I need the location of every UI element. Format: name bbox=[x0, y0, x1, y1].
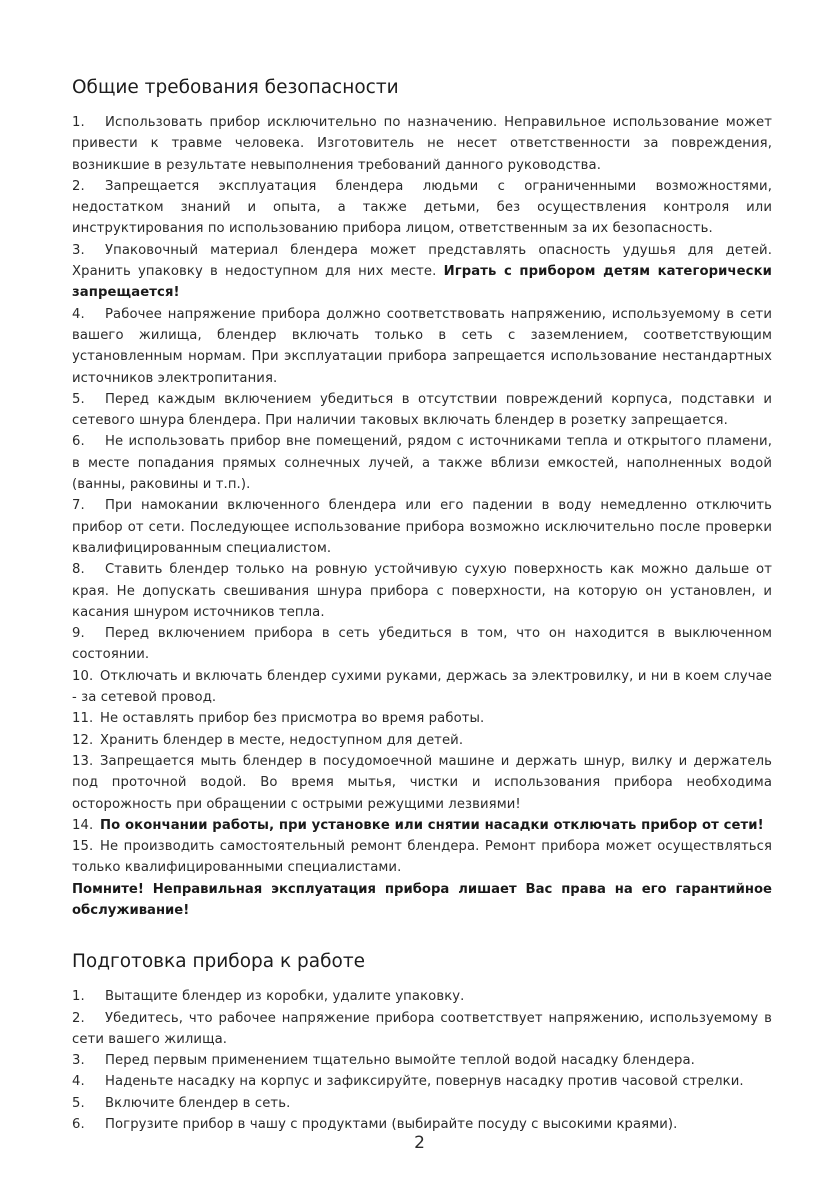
safety-item bbox=[72, 495, 772, 559]
item-number: 3. bbox=[72, 242, 85, 258]
safety-list bbox=[72, 112, 772, 879]
item-number: 11. bbox=[72, 711, 94, 727]
item-text: Убедитесь, что рабочее напряжение прибора соответствует напряжению, используемому в сети вашего жилища. bbox=[72, 1010, 772, 1047]
item-text: Отключать и включать блендер сухими руками, держась за электровилку, и ни в коем случае - за сетевой провод. bbox=[72, 668, 772, 706]
preparation-item bbox=[72, 1093, 772, 1114]
item-number: 6. bbox=[72, 434, 85, 450]
item-emphasis: По окончании работы, при установке или снятии насадки отключать прибор от сети! bbox=[100, 817, 764, 833]
page-number: 2 bbox=[414, 1133, 425, 1153]
safety-item bbox=[72, 666, 772, 709]
preparation-item bbox=[72, 1050, 772, 1071]
reminder-note: Помните! Неправильная эксплуатация прибора лишает Вас права на его гарантийное обслуживание! bbox=[72, 881, 772, 918]
item-number: 1. bbox=[72, 115, 85, 130]
safety-item bbox=[72, 815, 772, 836]
safety-item bbox=[72, 304, 772, 389]
item-text: Перед включением прибора в сеть убедиться в том, что он находится в выключенном состоянии. bbox=[72, 626, 772, 663]
item-number: 3. bbox=[72, 1053, 85, 1069]
item-number: 7. bbox=[72, 498, 85, 514]
preparation-item bbox=[72, 986, 772, 1007]
item-text: Вытащите блендер из коробки, удалите упаковку. bbox=[105, 989, 465, 1005]
item-text: При намокании включенного блендера или его падении в воду немедленно отключить прибор от сети. Последующее использование прибора возможно исключительно после проверки квалифицированным специалистом. bbox=[72, 498, 772, 556]
item-number: 8. bbox=[72, 562, 85, 578]
safety-item bbox=[72, 389, 772, 432]
item-number: 13. bbox=[72, 753, 94, 769]
preparation-item bbox=[72, 1008, 772, 1051]
item-number: 10. bbox=[72, 668, 94, 684]
item-number: 2. bbox=[72, 1010, 85, 1026]
item-text: Упаковочный материал блендера может представлять опасность удушья для детей. Хранить упаковку в недоступном для них месте. bbox=[72, 242, 772, 280]
item-text: Хранить блендер в месте, недоступном для детей. bbox=[100, 732, 464, 748]
item-text: Запрещается эксплуатация блендера людьми с ограниченными возможностями, недостатком знаний и опыта, а также детьми, без осуществления контроля или инструктирования по использованию прибора лицом, ответственным за их безопасность. bbox=[72, 178, 772, 237]
item-text: Ставить блендер только на ровную устойчивую сухую поверхность как можно дальше от края. Не допускать свешивания шнура прибора с поверхности, на которую он установлен, и касания шнуром источников тепла. bbox=[72, 562, 772, 620]
item-number: 14. bbox=[72, 817, 94, 833]
item-number: 6. bbox=[72, 1117, 85, 1133]
item-number: 5. bbox=[72, 1095, 85, 1111]
section-title-safety: Общие требования безопасности bbox=[72, 77, 399, 98]
safety-item bbox=[72, 112, 772, 176]
safety-item bbox=[72, 730, 772, 751]
preparation-list bbox=[72, 986, 772, 1135]
item-text: Использовать прибор исключительно по назначению. Неправильное использование может привести к травме человека. Изготовитель не несет ответственности за повреждения, возникшие в результате невыполнения требований данного руководства. bbox=[72, 115, 772, 173]
safety-item bbox=[72, 836, 772, 879]
safety-item bbox=[72, 623, 772, 666]
item-number: 12. bbox=[72, 732, 94, 748]
item-text: Погрузите прибор в чашу с продуктами (выбирайте посуду с высокими краями). bbox=[105, 1117, 678, 1133]
item-text: Не производить самостоятельный ремонт блендера. Ремонт прибора может осуществляться только квалифицированными специалистами. bbox=[72, 839, 772, 876]
safety-item bbox=[72, 176, 772, 240]
item-text: Включите блендер в сеть. bbox=[105, 1095, 291, 1111]
item-number: 2. bbox=[72, 178, 85, 194]
safety-item bbox=[72, 751, 772, 815]
item-text: Не оставлять прибор без присмотра во время работы. bbox=[100, 711, 485, 727]
section-title-preparation: Подготовка прибора к работе bbox=[72, 951, 366, 973]
item-text: Не использовать прибор вне помещений, рядом с источниками тепла и открытого пламени, в месте попадания прямых солнечных лучей, а также вблизи емкостей, наполненных водой (ванны, раковины и т.п.). bbox=[72, 434, 772, 493]
item-number: 1. bbox=[72, 989, 85, 1005]
item-number: 4. bbox=[72, 1074, 85, 1090]
item-text: Наденьте насадку на корпус и зафиксируйте, повернув насадку против часовой стрелки. bbox=[105, 1074, 744, 1090]
safety-item bbox=[72, 559, 772, 623]
item-number: 4. bbox=[72, 306, 85, 322]
safety-item bbox=[72, 708, 772, 729]
item-text: Запрещается мыть блендер в посудомоечной машине и держать шнур, вилку и держатель под проточной водой. Во время мытья, чистки и использования прибора необходима осторожность при обращении с острыми режущими лезвиями! bbox=[72, 753, 772, 812]
item-text: Рабочее напряжение прибора должно соответствовать напряжению, используемому в сети вашего жилища, блендер включать только в сеть с заземлением, соответствующим установленным нормам. При эксплуатации прибора запрещается использование нестандартных источников электропитания. bbox=[72, 306, 772, 386]
item-text: Перед каждым включением убедиться в отсутствии повреждений корпуса, подставки и сетевого шнура блендера. При наличии таковых включать блендер в розетку запрещается. bbox=[72, 391, 772, 429]
item-number: 9. bbox=[72, 626, 85, 642]
item-text: Перед первым применением тщательно вымойте теплой водой насадку блендера. bbox=[105, 1053, 695, 1069]
preparation-item bbox=[72, 1071, 772, 1092]
item-number: 15. bbox=[72, 839, 94, 855]
document-page bbox=[72, 76, 772, 1135]
item-number: 5. bbox=[72, 391, 85, 407]
item-emphasis: Играть с прибором детям категорически запрещается! bbox=[72, 264, 772, 301]
safety-item bbox=[72, 240, 772, 304]
safety-item bbox=[72, 431, 772, 495]
